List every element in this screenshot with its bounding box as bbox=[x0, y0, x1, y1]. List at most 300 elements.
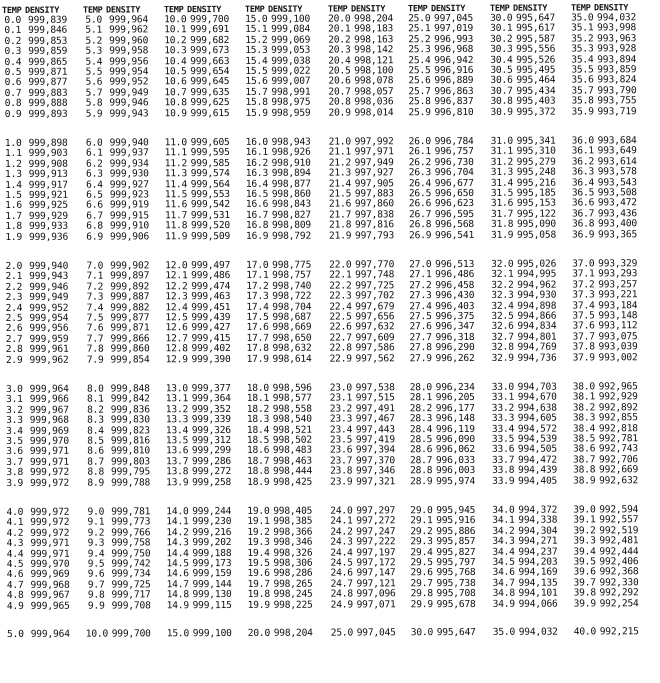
temp-value: 1.0 bbox=[4, 137, 22, 149]
density-value: 999,952 bbox=[109, 76, 149, 88]
temp-value: 1.3 bbox=[5, 169, 22, 181]
temp-value: 7.4 bbox=[86, 302, 104, 314]
temp-value: 38.8 bbox=[573, 464, 596, 476]
density-value: 999,803 bbox=[110, 456, 151, 468]
temp-value: 29.0 bbox=[410, 505, 433, 517]
temp-value: 10.2 bbox=[164, 34, 187, 47]
temp-value: 9.5 bbox=[87, 558, 105, 570]
temp-value: 20.4 bbox=[328, 55, 351, 67]
temp-value: 25.1 bbox=[408, 23, 431, 35]
temp-value: 26.4 bbox=[408, 177, 432, 189]
density-value: 999,788 bbox=[111, 476, 151, 489]
temp-value: 27.6 bbox=[409, 321, 432, 333]
temp-value: 27.1 bbox=[409, 269, 432, 281]
density-value: 999,100 bbox=[192, 627, 232, 640]
temp-value: 15.8 bbox=[245, 97, 268, 109]
temp-value: 2.7 bbox=[5, 333, 23, 345]
temp-value: 22.6 bbox=[329, 321, 352, 333]
temp-value: 15.4 bbox=[245, 55, 268, 67]
density-value: 994,866 bbox=[517, 310, 557, 322]
temp-value: 31.5 bbox=[490, 187, 514, 199]
density-value: 998,614 bbox=[272, 353, 312, 365]
density-value: 998,722 bbox=[272, 290, 312, 303]
density-value: 994,101 bbox=[518, 587, 558, 599]
density-value: 999,673 bbox=[190, 45, 230, 57]
density-value: 999,954 bbox=[109, 66, 149, 78]
density-value: 999,971 bbox=[29, 446, 69, 458]
density-value: 999,929 bbox=[28, 210, 68, 222]
density-value: 994,898 bbox=[517, 300, 557, 312]
temp-value: 25.6 bbox=[408, 75, 431, 87]
temp-value: 29.2 bbox=[410, 525, 433, 538]
temp-value: 33.6 bbox=[491, 444, 515, 456]
density-value: 998,843 bbox=[271, 199, 311, 211]
density-value: 993,472 bbox=[597, 197, 637, 209]
density-value: 999,860 bbox=[110, 343, 150, 355]
density-value: 997,491 bbox=[355, 403, 395, 415]
temp-value: 27.9 bbox=[409, 352, 432, 364]
temp-value: 38.1 bbox=[572, 391, 596, 403]
temp-value: 10.3 bbox=[164, 45, 187, 57]
temp-value: 29.5 bbox=[410, 557, 433, 569]
density-value: 996,757 bbox=[434, 146, 474, 158]
temp-value: 11.1 bbox=[164, 147, 188, 159]
temp-value: 19.1 bbox=[247, 516, 270, 528]
density-column-header: DENSITY bbox=[268, 4, 303, 15]
density-value: 999,781 bbox=[111, 506, 151, 518]
density-value: 999,531 bbox=[190, 209, 230, 221]
temp-value: 37.7 bbox=[572, 331, 595, 343]
temp-value: 5.0 bbox=[7, 628, 24, 640]
density-value: 998,483 bbox=[272, 445, 312, 457]
temp-value: 22.9 bbox=[329, 353, 352, 365]
temp-value: 15.0 bbox=[166, 628, 190, 640]
density-value: 994,962 bbox=[517, 279, 557, 291]
density-value: 999,299 bbox=[191, 445, 231, 457]
density-value: 999,946 bbox=[109, 97, 149, 109]
temp-column-header: TEMP bbox=[571, 3, 591, 14]
temp-value: 32.0 bbox=[491, 258, 514, 270]
temp-value: 19.7 bbox=[247, 578, 270, 590]
density-value: 999,427 bbox=[191, 322, 231, 334]
density-value: 999,940 bbox=[29, 260, 69, 272]
temp-value: 10.7 bbox=[164, 86, 187, 99]
temp-value: 36.6 bbox=[571, 197, 595, 209]
density-value: 999,625 bbox=[190, 97, 230, 109]
density-value: 996,318 bbox=[435, 331, 475, 343]
temp-value: 16.9 bbox=[246, 230, 269, 242]
density-value: 997,172 bbox=[356, 557, 396, 569]
temp-value: 33.9 bbox=[492, 475, 515, 487]
density-value: 995,026 bbox=[517, 258, 557, 270]
density-value: 998,877 bbox=[271, 178, 311, 190]
density-value: 994,237 bbox=[518, 546, 558, 558]
temp-value: 26.3 bbox=[408, 167, 432, 179]
density-value: 999,967 bbox=[29, 404, 69, 416]
density-value: 999,859 bbox=[28, 45, 68, 58]
density-value: 999,830 bbox=[110, 414, 150, 426]
density-value: 999,352 bbox=[191, 403, 231, 415]
temp-value: 16.6 bbox=[245, 199, 269, 211]
temp-value: 19.0 bbox=[247, 505, 270, 517]
density-value: 999,956 bbox=[29, 323, 69, 335]
temp-value: 16.5 bbox=[245, 188, 269, 200]
density-value: 998,142 bbox=[354, 44, 394, 56]
temp-value: 20.6 bbox=[328, 75, 351, 87]
density-value: 999,451 bbox=[191, 301, 231, 313]
temp-value: 24.0 bbox=[330, 505, 353, 517]
density-value: 993,039 bbox=[598, 341, 638, 353]
density-value: 999,971 bbox=[30, 548, 70, 560]
temp-value: 36.2 bbox=[571, 156, 595, 168]
density-value: 999,972 bbox=[29, 466, 70, 479]
temp-value: 37.6 bbox=[572, 320, 595, 332]
temp-value: 39.0 bbox=[573, 504, 596, 516]
density-value: 995,248 bbox=[516, 166, 556, 178]
temp-value: 17.1 bbox=[246, 270, 269, 282]
density-value: 998,632 bbox=[272, 342, 312, 355]
density-value: 999,773 bbox=[111, 516, 151, 528]
density-value: 992,292 bbox=[599, 587, 639, 599]
density-value: 999,836 bbox=[110, 404, 150, 416]
density-value: 994,032 bbox=[597, 12, 637, 24]
temp-column-header: TEMP bbox=[328, 4, 348, 15]
density-value: 992,594 bbox=[599, 504, 639, 516]
density-value: 999,574 bbox=[190, 168, 230, 180]
temp-value: 20.0 bbox=[328, 13, 351, 25]
temp-value: 11.2 bbox=[164, 157, 188, 170]
temp-value: 4.9 bbox=[6, 600, 24, 612]
temp-value: 39.6 bbox=[573, 566, 596, 578]
temp-value: 8.8 bbox=[87, 466, 105, 478]
density-value: 999,966 bbox=[29, 394, 69, 406]
temp-value: 22.1 bbox=[329, 269, 352, 281]
temp-value: 9.2 bbox=[87, 527, 105, 539]
density-value: 999,823 bbox=[110, 424, 150, 437]
temp-value: 17.5 bbox=[246, 311, 269, 323]
temp-value: 31.8 bbox=[490, 218, 514, 231]
density-value: 997,147 bbox=[356, 567, 396, 579]
temp-value: 34.7 bbox=[492, 577, 515, 589]
density-value: 996,993 bbox=[434, 33, 474, 45]
temp-value: 20.7 bbox=[328, 86, 351, 98]
temp-value: 35.6 bbox=[571, 74, 594, 86]
density-value: 999,725 bbox=[111, 579, 151, 591]
density-value: 995,341 bbox=[516, 135, 556, 147]
density-value: 997,272 bbox=[356, 515, 396, 527]
temp-value: 3.3 bbox=[6, 415, 23, 427]
density-value: 997,725 bbox=[355, 280, 395, 292]
temp-value: 39.7 bbox=[573, 577, 596, 589]
density-value: 999,893 bbox=[28, 108, 68, 120]
density-value: 997,679 bbox=[355, 300, 395, 313]
density-value: 997,586 bbox=[355, 342, 395, 354]
density-value: 996,810 bbox=[434, 106, 474, 118]
density-value: 995,153 bbox=[516, 197, 556, 210]
temp-value: 10.4 bbox=[164, 55, 187, 67]
temp-value: 16.8 bbox=[245, 220, 269, 232]
density-value: 999,866 bbox=[110, 333, 150, 345]
density-value: 993,578 bbox=[597, 166, 637, 178]
temp-value: 25.3 bbox=[408, 44, 431, 56]
density-value: 992,406 bbox=[599, 556, 639, 568]
temp-value: 24.9 bbox=[330, 599, 353, 611]
density-value: 999,007 bbox=[271, 76, 311, 88]
temp-value: 17.0 bbox=[246, 259, 269, 271]
density-value: 992,557 bbox=[599, 514, 639, 526]
temp-value: 39.2 bbox=[573, 525, 596, 537]
density-value: 997,247 bbox=[356, 526, 396, 538]
density-value: 993,400 bbox=[597, 218, 638, 230]
density-value: 999,960 bbox=[109, 35, 149, 47]
density-value: 998,036 bbox=[354, 96, 394, 108]
density-value: 996,863 bbox=[434, 85, 474, 97]
density-value: 994,539 bbox=[517, 433, 557, 445]
density-value: 999,965 bbox=[30, 600, 70, 612]
temp-value: 32.2 bbox=[491, 279, 514, 291]
density-column-header: DENSITY bbox=[351, 4, 386, 15]
density-value: 993,719 bbox=[597, 105, 637, 117]
density-value: 998,100 bbox=[354, 65, 394, 77]
temp-value: 35.7 bbox=[571, 85, 594, 97]
temp-value: 11.5 bbox=[164, 189, 188, 201]
temp-value: 5.0 bbox=[85, 14, 103, 26]
density-value: 999,937 bbox=[109, 147, 149, 159]
temp-value: 20.9 bbox=[328, 107, 351, 119]
density-value: 997,609 bbox=[355, 332, 395, 344]
density-value: 999,509 bbox=[190, 230, 231, 242]
temp-value: 27.0 bbox=[409, 259, 432, 271]
density-value: 993,112 bbox=[598, 320, 638, 332]
temp-value: 31.7 bbox=[490, 208, 514, 220]
temp-value: 26.9 bbox=[409, 229, 432, 241]
density-value: 998,346 bbox=[273, 536, 313, 548]
temp-value: 14.9 bbox=[166, 599, 189, 611]
temp-value: 6.8 bbox=[86, 220, 104, 232]
density-value: 993,649 bbox=[597, 145, 637, 157]
temp-value: 38.4 bbox=[572, 423, 596, 435]
density-value: 999,816 bbox=[110, 435, 150, 447]
temp-value: 39.9 bbox=[573, 597, 596, 610]
temp-value: 19.5 bbox=[247, 557, 270, 569]
density-value: 999,682 bbox=[190, 34, 230, 46]
temp-value: 28.4 bbox=[409, 423, 433, 435]
temp-value: 24.2 bbox=[330, 526, 353, 538]
temp-value: 28.0 bbox=[409, 382, 433, 394]
density-value: 999,216 bbox=[192, 526, 232, 538]
density-value: 999,842 bbox=[110, 393, 150, 405]
density-value: 998,425 bbox=[273, 476, 313, 488]
density-value: 992,892 bbox=[598, 402, 638, 414]
density-value: 996,837 bbox=[434, 96, 474, 108]
density-value: 998,894 bbox=[271, 167, 311, 180]
density-value: 993,963 bbox=[597, 33, 637, 45]
temp-value: 27.2 bbox=[409, 279, 432, 292]
temp-value: 5.2 bbox=[85, 35, 103, 47]
temp-value: 21.3 bbox=[328, 167, 352, 179]
temp-value: 13.7 bbox=[165, 455, 189, 468]
temp-value: 24.8 bbox=[330, 588, 353, 600]
temp-value: 14.7 bbox=[166, 578, 189, 591]
density-value: 999,766 bbox=[111, 527, 151, 539]
density-value: 993,002 bbox=[598, 351, 638, 363]
temp-value: 23.1 bbox=[329, 392, 353, 404]
temp-value: 19.8 bbox=[247, 589, 270, 601]
density-value: 997,515 bbox=[355, 392, 395, 404]
temp-value: 21.6 bbox=[328, 198, 352, 210]
density-value: 995,216 bbox=[516, 177, 556, 189]
temp-value: 1.7 bbox=[5, 210, 22, 222]
temp-value: 3.4 bbox=[6, 425, 23, 437]
density-value: 999,100 bbox=[271, 13, 311, 25]
density-value: 999,959 bbox=[29, 333, 69, 345]
temp-value: 0.9 bbox=[4, 108, 22, 120]
density-value: 994,834 bbox=[517, 320, 557, 333]
density-column-header: DENSITY bbox=[513, 3, 548, 14]
density-value: 998,943 bbox=[271, 136, 311, 148]
density-value: 996,430 bbox=[435, 290, 475, 302]
density-value: 996,375 bbox=[435, 310, 475, 323]
density-value: 995,738 bbox=[436, 577, 476, 589]
density-value: 999,159 bbox=[192, 568, 232, 580]
density-value: 995,495 bbox=[516, 64, 556, 76]
density-value: 999,954 bbox=[29, 312, 69, 324]
temp-value: 30.5 bbox=[490, 64, 513, 76]
density-column-header: DENSITY bbox=[25, 5, 60, 16]
temp-value: 15.6 bbox=[245, 76, 268, 88]
temp-value: 2.1 bbox=[5, 271, 23, 283]
temp-value: 28.9 bbox=[410, 475, 433, 487]
temp-value: 3.9 bbox=[6, 477, 24, 489]
temp-value: 26.8 bbox=[408, 219, 432, 231]
temp-value: 32.9 bbox=[491, 352, 514, 364]
temp-value: 3.1 bbox=[5, 394, 23, 406]
density-value: 997,883 bbox=[354, 188, 394, 200]
density-value: 998,596 bbox=[272, 382, 312, 394]
temp-value: 23.6 bbox=[329, 444, 353, 456]
temp-value: 40.0 bbox=[573, 626, 597, 638]
temp-value: 35.8 bbox=[571, 95, 594, 107]
density-value: 993,998 bbox=[597, 22, 637, 34]
temp-value: 7.9 bbox=[86, 354, 104, 366]
temp-value: 26.7 bbox=[408, 208, 432, 221]
density-value: 996,595 bbox=[434, 208, 474, 220]
density-value: 999,286 bbox=[191, 455, 232, 467]
density-value: 997,071 bbox=[356, 598, 396, 611]
temp-value: 31.6 bbox=[490, 198, 514, 210]
density-value: 999,923 bbox=[109, 189, 149, 201]
density-value: 999,795 bbox=[110, 466, 151, 478]
density-value: 998,704 bbox=[272, 301, 312, 313]
density-value: 993,257 bbox=[598, 279, 638, 291]
density-value: 999,708 bbox=[111, 599, 151, 612]
density-value: 999,930 bbox=[109, 168, 149, 180]
density-value: 997,370 bbox=[355, 455, 396, 467]
density-value: 998,121 bbox=[354, 54, 394, 67]
density-value: 995,974 bbox=[436, 475, 476, 487]
temp-value: 33.4 bbox=[491, 423, 515, 435]
temp-value: 4.8 bbox=[6, 590, 24, 602]
density-value: 998,204 bbox=[273, 627, 313, 639]
temp-value: 13.8 bbox=[166, 466, 189, 478]
temp-value: 10.9 bbox=[164, 107, 187, 119]
density-value: 997,656 bbox=[355, 311, 395, 323]
temp-value: 13.5 bbox=[165, 435, 189, 447]
density-value: 998,577 bbox=[272, 393, 312, 405]
density-value: 992,781 bbox=[598, 433, 638, 445]
temp-value: 38.9 bbox=[573, 475, 596, 487]
temp-value: 18.1 bbox=[246, 393, 270, 405]
temp-value: 10.0 bbox=[164, 14, 187, 26]
temp-value: 0.5 bbox=[4, 66, 22, 78]
density-value: 999,919 bbox=[109, 199, 149, 211]
temp-value: 35.2 bbox=[571, 33, 594, 45]
temp-value: 8.1 bbox=[86, 393, 104, 406]
density-value: 999,854 bbox=[110, 353, 150, 366]
temp-value: 14.1 bbox=[166, 516, 189, 528]
temp-value: 14.3 bbox=[166, 537, 189, 549]
temp-value: 31.2 bbox=[490, 156, 514, 168]
density-value: 999,497 bbox=[191, 259, 231, 272]
density-value: 999,871 bbox=[28, 66, 68, 78]
density-value: 998,463 bbox=[272, 455, 313, 467]
density-value: 996,942 bbox=[434, 54, 474, 66]
density-value: 997,905 bbox=[354, 177, 394, 190]
density-value: 994,505 bbox=[517, 443, 557, 456]
temp-value: 38.6 bbox=[572, 443, 596, 455]
density-value: 993,148 bbox=[598, 310, 638, 322]
temp-value: 8.9 bbox=[87, 477, 105, 489]
temp-value: 33.7 bbox=[491, 454, 515, 466]
density-value: 996,677 bbox=[434, 177, 474, 189]
temp-value: 18.2 bbox=[246, 403, 270, 415]
density-value: 998,521 bbox=[272, 424, 312, 436]
density-value: 992,481 bbox=[599, 535, 639, 547]
density-value: 998,558 bbox=[272, 403, 312, 415]
density-value: 999,871 bbox=[110, 322, 150, 334]
temp-value: 0.3 bbox=[4, 46, 22, 58]
density-value: 999,936 bbox=[28, 231, 69, 243]
temp-value: 34.3 bbox=[492, 535, 515, 548]
temp-value: 6.1 bbox=[85, 147, 103, 160]
density-value: 994,769 bbox=[517, 341, 557, 353]
temp-value: 7.5 bbox=[86, 312, 104, 324]
temp-value: 18.9 bbox=[247, 476, 270, 488]
density-value: 999,921 bbox=[28, 189, 68, 201]
temp-value: 0.7 bbox=[4, 87, 22, 99]
temp-value: 32.7 bbox=[491, 331, 514, 343]
temp-value: 31.1 bbox=[490, 146, 514, 158]
density-value: 996,968 bbox=[434, 44, 474, 56]
density-value: 999,865 bbox=[28, 56, 68, 68]
temp-value: 32.1 bbox=[491, 269, 514, 281]
temp-value: 5.4 bbox=[85, 56, 103, 68]
density-value: 993,329 bbox=[598, 258, 638, 270]
temp-value: 29.1 bbox=[410, 515, 433, 527]
density-value: 995,464 bbox=[516, 74, 556, 87]
temp-value: 17.7 bbox=[246, 332, 269, 344]
temp-value: 37.1 bbox=[572, 268, 595, 280]
temp-value: 9.3 bbox=[87, 537, 105, 549]
temp-value: 12.2 bbox=[165, 280, 188, 293]
temp-value: 30.0 bbox=[490, 12, 513, 24]
temp-value: 10.8 bbox=[164, 97, 187, 109]
temp-value: 9.6 bbox=[87, 568, 105, 581]
temp-value: 6.7 bbox=[86, 210, 103, 222]
density-value: 999,908 bbox=[28, 158, 68, 170]
temp-column-header: TEMP bbox=[408, 4, 428, 15]
temp-value: 8.4 bbox=[87, 425, 104, 437]
